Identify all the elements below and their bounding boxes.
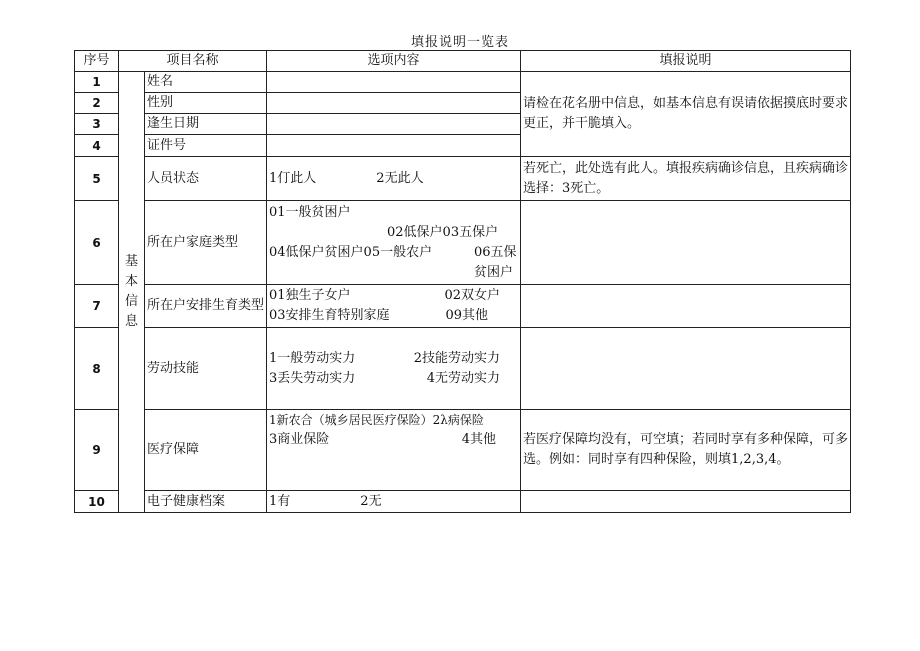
table-row <box>75 157 851 201</box>
option-cell <box>267 114 521 135</box>
row-number: 8 <box>75 328 119 410</box>
instruction-cell <box>521 328 851 410</box>
row-number: 1 <box>75 72 119 93</box>
header-options: 选项内容 <box>267 51 521 72</box>
item-name: 人员状态 <box>145 157 267 201</box>
group-label: 基本信息 <box>124 254 138 329</box>
option-cell <box>267 135 521 157</box>
table-row <box>75 201 851 285</box>
option-item: 02双女户 <box>444 288 501 303</box>
item-name: 性别 <box>145 93 267 114</box>
option-item: 03安排生育特别家庭 <box>269 308 390 323</box>
instruction-cell <box>521 491 851 513</box>
table-row <box>75 491 851 513</box>
option-cell <box>267 285 521 328</box>
option-item: 4其他 <box>461 432 497 447</box>
option-item: 2技能劳动实力 <box>413 350 501 366</box>
instruction-cell <box>521 201 851 285</box>
option-item: 2无此人 <box>376 170 424 186</box>
row-number: 10 <box>75 491 119 513</box>
item-name: 劳动技能 <box>145 328 267 410</box>
option-item: 06五保贫困户 <box>474 244 517 280</box>
option-item: 09其他 <box>445 308 489 323</box>
item-name: 所在户家庭类型 <box>145 201 267 285</box>
row-number: 6 <box>75 201 119 285</box>
option-cell <box>267 201 521 285</box>
option-cell <box>267 328 521 410</box>
item-name: 医疗保障 <box>145 410 267 491</box>
instructions-table <box>74 50 851 513</box>
option-item: 1有 <box>269 493 291 509</box>
option-item: 2无 <box>360 493 382 509</box>
header-row <box>75 51 851 72</box>
option-item: 01独生子女户 <box>269 288 351 303</box>
option-cell <box>267 93 521 114</box>
instruction-status: 若死亡，此处选有此人。填报疾病确诊信息，且疾病确诊选择：3死亡。 <box>521 157 851 201</box>
option-item: 1仃此人 <box>269 170 317 186</box>
table-row <box>75 72 851 93</box>
item-name: 姓名 <box>145 72 267 93</box>
item-name: 证件号 <box>145 135 267 157</box>
document-title: 填报说明一览表 <box>410 35 509 50</box>
row-number: 2 <box>75 93 119 114</box>
header-item: 项目名称 <box>119 51 267 72</box>
option-item: 1一般劳动实力 <box>269 350 356 366</box>
table-row <box>75 410 851 491</box>
row-number: 3 <box>75 114 119 135</box>
row-number: 7 <box>75 285 119 328</box>
header-instructions: 填报说明 <box>521 51 851 72</box>
option-item: 1新农合（城乡居民医疗保险）2λ病保险 <box>269 413 484 427</box>
option-item: 04低保户贫困户05一般农户 <box>269 244 433 260</box>
instruction-cell <box>521 285 851 328</box>
option-cell <box>267 157 521 201</box>
option-item: 01一般贫困户 <box>269 204 351 220</box>
option-cell <box>267 72 521 93</box>
option-item: 4无劳动实力 <box>426 370 501 386</box>
row-number: 9 <box>75 410 119 491</box>
option-item: 02低保户03五保户 <box>387 224 499 240</box>
row-number: 5 <box>75 157 119 201</box>
header-seq: 序号 <box>75 51 119 72</box>
table-row <box>75 285 851 328</box>
instruction-medical: 若医疗保障均没有，可空填；若同时享有多种保障，可多选。例如：同时享有四种保险，则填1,2,3,4。 <box>521 410 851 491</box>
option-item: 3丢失劳动实力 <box>269 370 356 386</box>
option-cell <box>267 410 521 491</box>
item-name: 电子健康档案 <box>145 491 267 513</box>
item-name: 所在户安排生育类型 <box>145 285 267 328</box>
item-name: 逢生日期 <box>145 114 267 135</box>
table-row <box>75 328 851 410</box>
instruction-basic: 请检在花名册中信息，如基本信息有误请依据摸底时要求更正，并干脆填入。 <box>521 72 851 157</box>
option-cell <box>267 491 521 513</box>
row-number: 4 <box>75 135 119 157</box>
option-item: 3商业保险 <box>269 432 330 447</box>
group-label-cell <box>119 72 145 513</box>
